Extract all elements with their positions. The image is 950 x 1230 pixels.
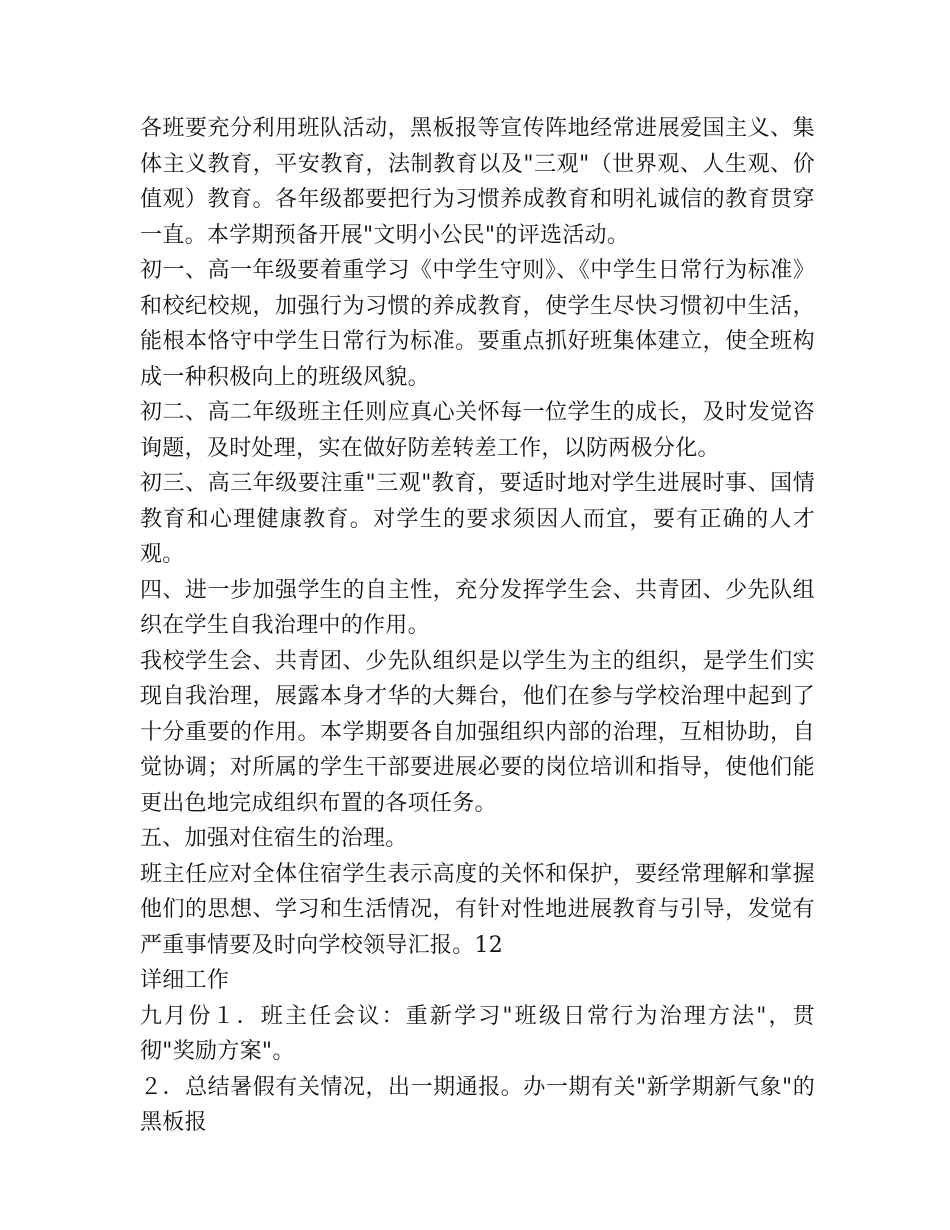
paragraph-class-activities: 各班要充分利用班队活动，黑板报等宣传阵地经常进展爱国主义、集体主义教育，平安教育，法制教育以及"三观"（世界观、人生观、价值观）教育。各年级都要把行为习惯养成教育和明礼诚信的教育贯穿一直。本学期预备开展"文明小公民"的评选活动。 (140, 116, 815, 248)
document-body (140, 111, 815, 1141)
heading-detailed-work: 详细工作 (140, 968, 230, 993)
paragraph-boarding-students: 班主任应对全体住宿学生表示高度的关怀和保护，要经常理解和掌握他们的思想、学习和生活情况，有针对性地进展教育与引导，发觉有严重事情要及时向学校领导汇报。12 (140, 861, 815, 958)
paragraph-student-organizations: 我校学生会、共青团、少先队组织是以学生为主的组织，是学生们实现自我治理，展露本身才华的大舞台，他们在参与学校治理中起到了十分重要的作用。本学期要各自加强组织内部的治理，互相协助，自觉协调；对所属的学生干部要进展必要的岗位培训和指导，使他们能更出色地完成组织布置的各项任务。 (140, 648, 815, 816)
paragraph-grade-one: 初一、高一年级要着重学习《中学生守则》、《中学生日常行为标准》和校纪校规，加强行为习惯的养成教育，使学生尽快习惯初中生活，能根本恪守中学生日常行为标准。要重点抓好班集体建立，使全班构成一种积极向上的班级风貌。 (140, 258, 815, 390)
paragraph-september-item-2: ２．总结暑假有关情况，出一期通报。办一期有关"新学期新气象"的黑板报 (140, 1074, 815, 1135)
heading-section-five: 五、加强对住宿生的治理。 (140, 826, 408, 851)
heading-section-four: 四、进一步加强学生的自主性，充分发挥学生会、共青团、少先队组织在学生自我治理中的作用。 (140, 577, 815, 638)
paragraph-grade-three: 初三、高三年级要注重"三观"教育，要适时地对学生进展时事、国情教育和心理健康教育。对学生的要求须因人而宜，要有正确的人才观。 (140, 471, 815, 567)
paragraph-september-item-1: 九月份１．班主任会议：重新学习"班级日常行为治理方法"，贯彻"奖励方案"。 (140, 1003, 815, 1064)
paragraph-grade-two: 初二、高二年级班主任则应真心关怀每一位学生的成长，及时发觉咨询题，及时处理，实在做好防差转差工作，以防两极分化。 (140, 400, 815, 461)
